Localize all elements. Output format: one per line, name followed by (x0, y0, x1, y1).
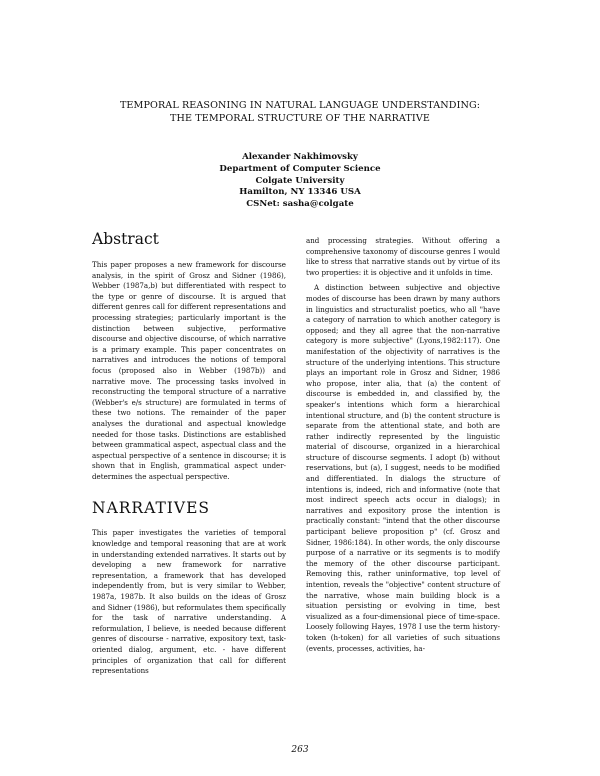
narratives-body: This paper investigates the varieties of temporal knowledge and temporal reasoning that are at work in understanding extended narratives. It starts out by developing a new framework for narrative representation, a framework that has developed independently from, but is very similar to Webber, 1987a, 1987b. It also builds on the ideas of Grosz and Sidner (1986), but reformulates them specifically for the task of narrative understanding. A reformulation, I believe, is needed because different genres of discourse - narrative, expository text, task-oriented dialog, argument, etc. - have different principles of organization that call for different representations (92, 528, 286, 676)
right-column (306, 236, 500, 654)
author-email: CSNet: sasha@colgate (246, 199, 354, 210)
author-block (190, 152, 410, 211)
title-line-1: TEMPORAL REASONING IN NATURAL LANGUAGE UNDERSTANDING: (119, 100, 481, 111)
abstract-body: This paper proposes a new framework for discourse analysis, in the spirit of Grosz and Sidner (1986), Webber (1987a,b) but differentiated with respect to the type or genre of discourse. It is argued that different genres call for different representations and processing strategies; particularly important is the distinction between subjective, performative discourse and objective discourse, of which narrative is a primary example. This paper concentrates on narratives and introduces the notions of temporal focus (proposed also in Webber (1987b)) and narrative move. The processing tasks involved in reconstructing the temporal structure of a narrative (Webber's e/s structure) are formulated in terms of these two notions. The remainder of the paper analyses the durational and aspectual knowledge needed for those tasks. Distinctions are established between grammatical aspect, aspectual class and the aspectual perspective of a sentence in discourse; it is shown that in English, grammatical aspect under-determines the aspectual perspective. (92, 260, 286, 481)
right-paragraph-1: and processing strategies. Without offering a comprehensive taxonomy of discourse genres I would like to stress that narrative stands out by virtue of its two properties: it is objective and it unfolds in time. (306, 236, 500, 277)
paper-title (60, 99, 540, 125)
author-department: Department of Computer Science (219, 163, 381, 174)
abstract-heading: Abstract (92, 230, 159, 248)
title-line-2: THE TEMPORAL STRUCTURE OF THE NARRATIVE (170, 113, 430, 124)
left-column (92, 230, 286, 677)
narratives-heading: NARRATIVES (92, 499, 211, 518)
author-university: Colgate University (255, 175, 345, 186)
page-number: 263 (291, 745, 309, 755)
author-address: Hamilton, NY 13346 USA (239, 187, 361, 198)
right-paragraph-2: A distinction between subjective and objective modes of discourse has been drawn by many authors in linguistics and structuralist poetics, who all "have a category of narration to which another category is opposed; and they all agree that the non-narrative category is more subjective" (Lyons,1982:117). One manifestation of the objectivity of narratives is the structure of the underlying intentions. This structure plays an important role in Grosz and Sidner, 1986 who propose, inter alia, that (a) the content of discourse is embedded in, and classified by, the speaker's intentions which form a hierarchical intentional structure, and (b) the content structure is separate from the attentional state, and both are rather indirectly represented by the linguistic material of discourse, organized in a hierarchical structure of discourse segments. I adopt (b) without reservations, but (a), I suggest, needs to be modified and differentiated. In dialogs the structure of intentions is, indeed, rich and informative (note that most indirect speech acts occur in dialogs); in narratives and expository prose the intention is practically constant: "intend that the other discourse participant believe proposition p" (cf. Grosz and Sidner, 1986:184). In other words, the only discourse purpose of a narrative or its segments is to modify the memory of the other discourse participant. Removing this, rather uninformative, top level of intention, reveals the "objective" content structure of the narrative, whose main building block is a situation persisting or evolving in time, best visualized as a four-dimensional piece of time-space. Loosely following Hayes, 1978 I use the term history-token (h-token) for all varieties of such situations (events, processes, activities, ha- (306, 283, 500, 653)
author-name: Alexander Nakhimovsky (242, 152, 358, 162)
